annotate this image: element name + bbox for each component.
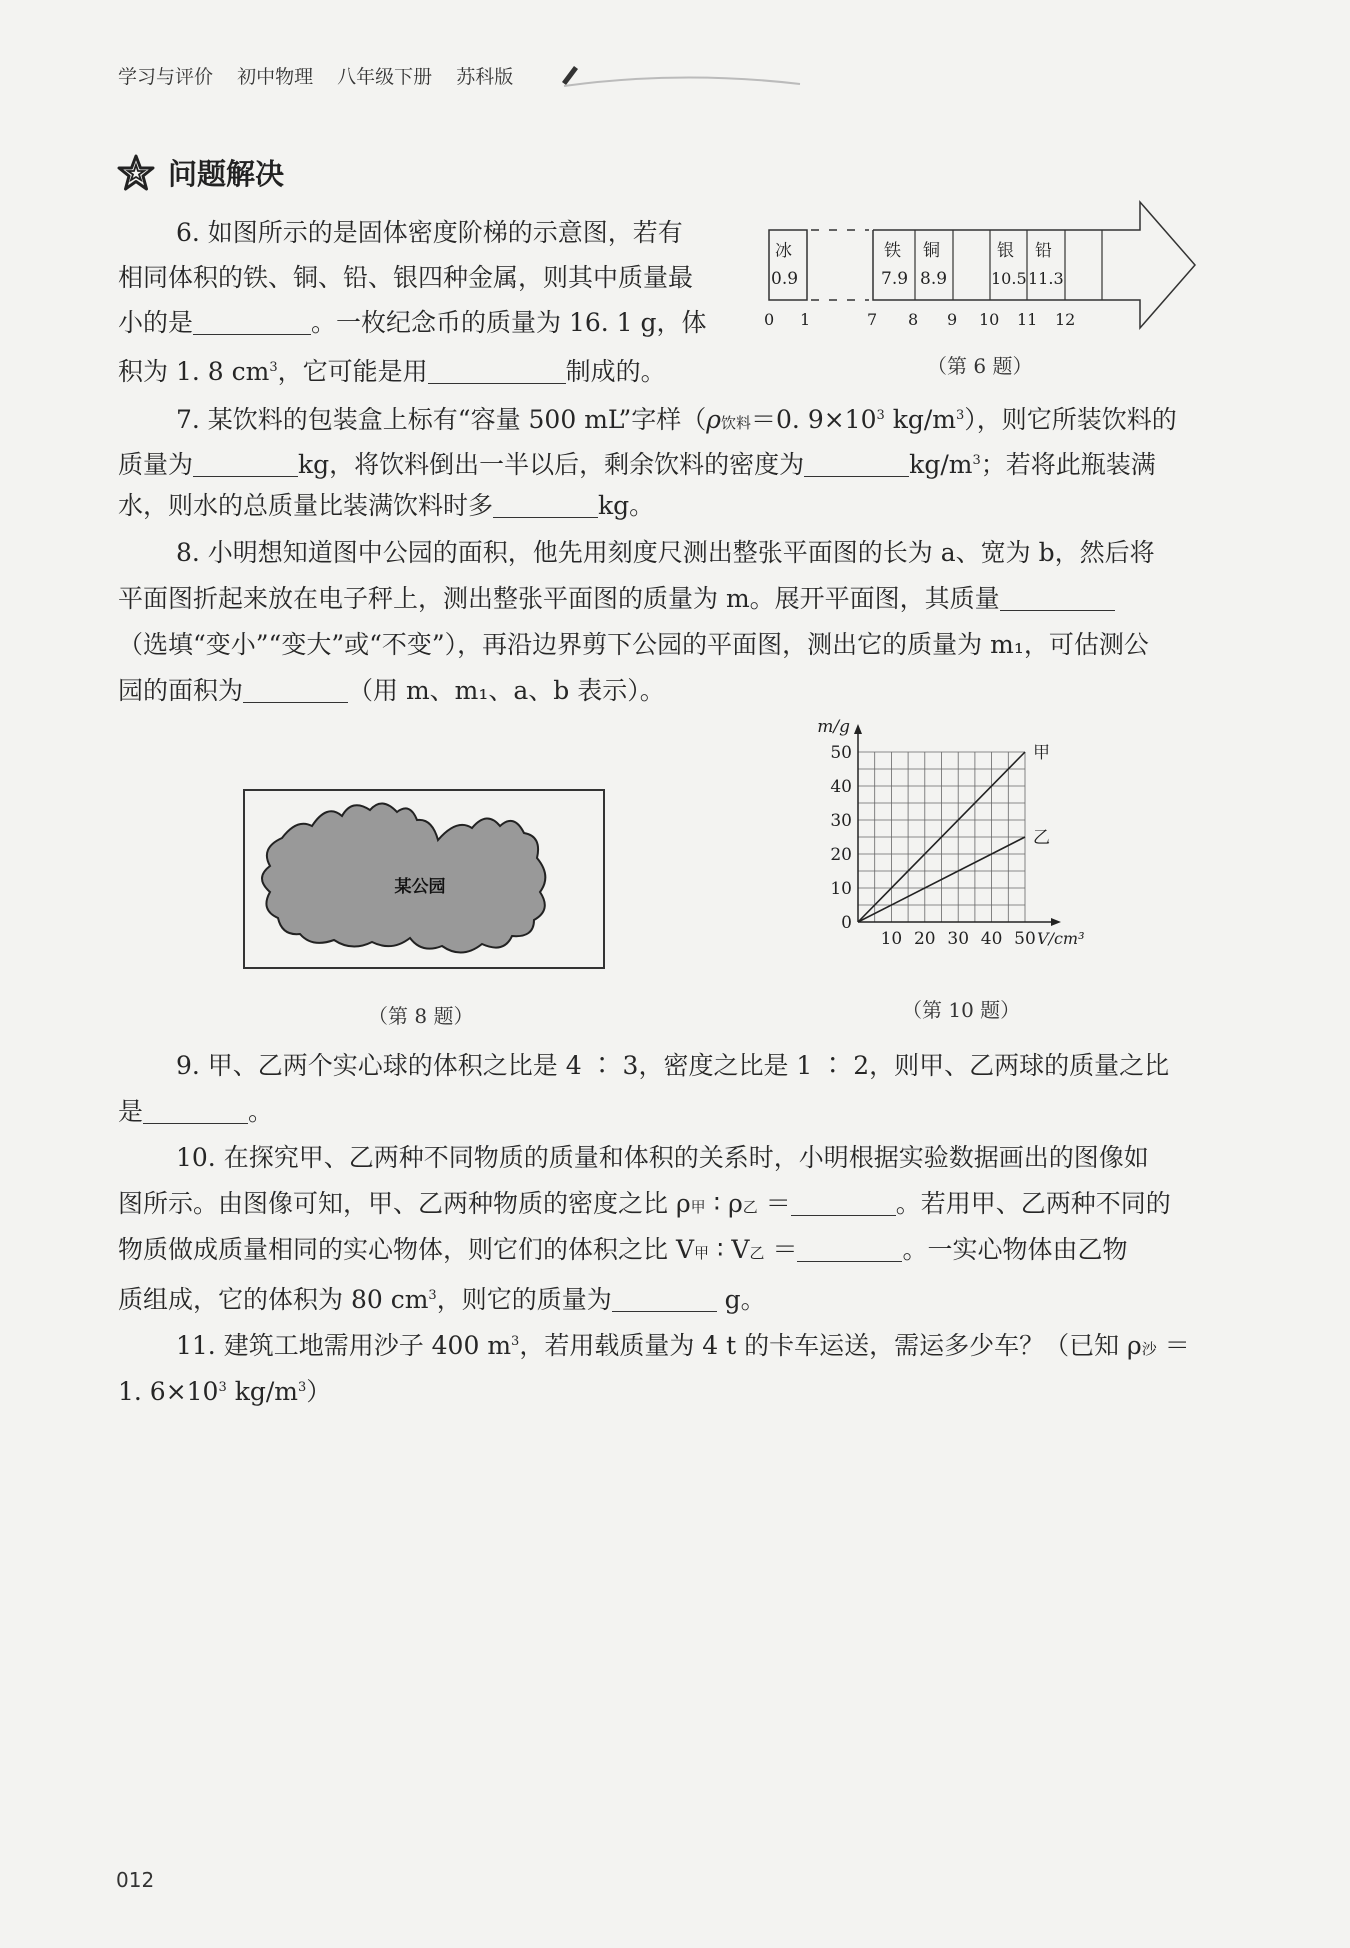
answer-blank[interactable] bbox=[193, 450, 298, 477]
q11-line1: 11. 建筑工地需用沙子 400 $m^3$，若用载质量为 4 t 的卡车运送，需运多少车？（已知 ρ沙 ＝ bbox=[176, 1331, 1190, 1360]
q11-line2: 1. $6\times 10^3$ $kg/m^3$） bbox=[118, 1377, 332, 1406]
answer-blank[interactable] bbox=[143, 1097, 248, 1124]
x-tick-label: 10 bbox=[880, 929, 903, 949]
q7-line1: 7. 某饮料的包装盒上标有“容量 500 mL”字样（ρ饮料＝0. $9\times 10^3$ $kg/m^3$），则它所装饮料的 bbox=[176, 405, 1177, 434]
q6-line1: 6. 如图所示的是固体密度阶梯的示意图，若有 bbox=[176, 218, 683, 247]
y-tick-label: 40 bbox=[830, 777, 852, 797]
ladder-iron-value: 7.9 bbox=[881, 269, 909, 289]
ladder-tick: 9 bbox=[947, 310, 958, 329]
ladder-ice-name: 冰 bbox=[775, 241, 792, 261]
running-header bbox=[118, 62, 531, 89]
y-axis-label: m/g bbox=[817, 717, 850, 737]
answer-blank[interactable] bbox=[612, 1285, 717, 1312]
ladder-tick: 8 bbox=[908, 310, 919, 329]
series-label: 甲 bbox=[1033, 743, 1050, 763]
section-title: 问题解决 bbox=[168, 157, 285, 191]
ladder-silver-name: 银 bbox=[997, 241, 1014, 261]
q10-line4: 质组成，它的体积为 80 $cm^3$，则它的质量为 g。 bbox=[118, 1285, 766, 1314]
ladder-tick: 11 bbox=[1017, 310, 1038, 329]
y-tick-label: 10 bbox=[830, 879, 852, 899]
answer-blank[interactable] bbox=[243, 676, 348, 703]
park-label: 某公园 bbox=[394, 877, 446, 897]
y-tick-label: 30 bbox=[830, 811, 852, 831]
header-book: 学习与评价 bbox=[118, 66, 214, 88]
ladder-ice-value: 0.9 bbox=[771, 269, 799, 289]
section-heading bbox=[116, 152, 284, 193]
q8-line1: 8. 小明想知道图中公园的面积，他先用刻度尺测出整张平面图的长为 a、宽为 b，然后将 bbox=[176, 538, 1155, 567]
mass-volume-chart bbox=[800, 717, 1120, 980]
header-edition: 苏科版 bbox=[456, 66, 514, 88]
q9-line1: 9. 甲、乙两个实心球的体积之比是 4 ∶ 3，密度之比是 1 ∶ 2，则甲、乙两球的质量之比 bbox=[176, 1051, 1170, 1080]
ladder-silver-value: 10.5 bbox=[991, 269, 1027, 288]
q10-line1: 10. 在探究甲、乙两种不同物质的质量和体积的关系时，小明根据实验数据画出的图像如 bbox=[176, 1143, 1149, 1172]
header-grade: 八年级下册 bbox=[337, 66, 433, 88]
q9-line2: 是 。 bbox=[118, 1097, 274, 1126]
answer-blank[interactable] bbox=[493, 491, 598, 518]
q7-line3: 水，则水的总质量比装满饮料时多 kg。 bbox=[118, 491, 655, 520]
header-level: 初中物理 bbox=[237, 66, 314, 88]
x-tick-label: 50 bbox=[1014, 929, 1036, 949]
page-number: 012 bbox=[116, 1868, 155, 1892]
q7-line2: 质量为 kg，将饮料倒出一半以后，剩余饮料的密度为 $kg/m^3$；若将此瓶装满 bbox=[118, 450, 1156, 479]
x-tick-label: 20 bbox=[913, 929, 936, 949]
star-icon bbox=[116, 153, 156, 193]
x-axis-label: V/cm³ bbox=[1037, 929, 1085, 948]
q10-line2: 图所示。由图像可知，甲、乙两种物质的密度之比 ρ甲 ∶ ρ乙 ＝ 。若用甲、乙两种不同的 bbox=[118, 1189, 1171, 1218]
ladder-tick: 0 bbox=[764, 310, 775, 329]
origin-label: 0 bbox=[841, 913, 852, 933]
ladder-lead-name: 铅 bbox=[1035, 241, 1052, 261]
y-tick-label: 20 bbox=[830, 845, 852, 865]
q6-line3: 小的是 。一枚纪念币的质量为 16. 1 g，体 bbox=[118, 308, 707, 337]
q6-line2: 相同体积的铁、铜、铅、银四种金属，则其中质量最 bbox=[118, 263, 694, 292]
park-map-figure bbox=[242, 788, 607, 972]
answer-blank[interactable] bbox=[1000, 584, 1115, 611]
ladder-lead-value: 11.3 bbox=[1028, 269, 1064, 288]
series-label: 乙 bbox=[1033, 828, 1050, 848]
figure10-caption: （第 10 题） bbox=[902, 998, 1021, 1022]
answer-blank[interactable] bbox=[797, 1235, 902, 1262]
q8-line2: 平面图折起来放在电子秤上，测出整张平面图的质量为 m。展开平面图，其质量 bbox=[118, 576, 1115, 622]
pen-swoosh-icon bbox=[560, 62, 810, 92]
q6-line4: 积为 1. 8 $cm^3$，它可能是用 制成的。 bbox=[118, 357, 666, 386]
y-tick-label: 50 bbox=[830, 743, 852, 763]
figure8-caption: （第 8 题） bbox=[368, 1004, 474, 1028]
ladder-tick: 7 bbox=[867, 310, 878, 329]
answer-blank[interactable] bbox=[193, 308, 311, 335]
q10-line3: 物质做成质量相同的实心物体，则它们的体积之比 V甲 ∶ V乙 ＝ 。一实心物体由乙物 bbox=[118, 1235, 1128, 1264]
ladder-copper-name: 铜 bbox=[923, 241, 940, 261]
answer-blank[interactable] bbox=[804, 450, 909, 477]
x-axis-arrow bbox=[1051, 918, 1061, 926]
ladder-copper-value: 8.9 bbox=[920, 269, 948, 289]
ladder-iron-name: 铁 bbox=[884, 241, 901, 261]
x-tick-label: 30 bbox=[947, 929, 970, 949]
ladder-tick: 10 bbox=[979, 310, 1000, 329]
x-tick-label: 40 bbox=[980, 929, 1003, 949]
ladder-tick: 12 bbox=[1055, 310, 1076, 329]
answer-blank[interactable] bbox=[791, 1189, 896, 1216]
figure6-caption: （第 6 题） bbox=[927, 354, 1033, 378]
answer-blank[interactable] bbox=[428, 357, 566, 384]
q8-line3: （选填“变小”“变大”或“不变”），再沿边界剪下公园的平面图，测出它的质量为 m₁，可估测公 bbox=[118, 630, 1149, 659]
y-axis-arrow bbox=[854, 724, 862, 734]
ladder-tick: 1 bbox=[800, 310, 811, 329]
q8-line4: 园的面积为 （用 m、m₁、a、b 表示）。 bbox=[118, 676, 665, 705]
